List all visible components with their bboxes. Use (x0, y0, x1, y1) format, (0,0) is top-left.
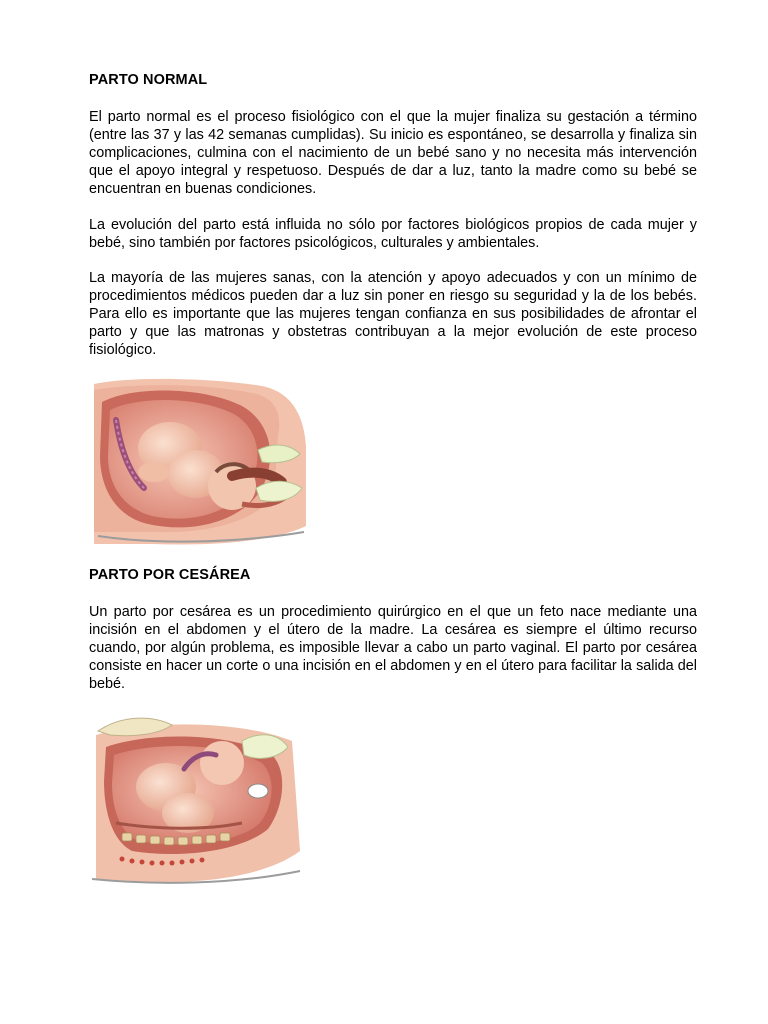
paragraph-cesarea-definition: Un parto por cesárea es un procedimiento quirúrgico en el que un feto nace mediante una incisión en el abdomen y el útero de la madre. La cesárea es siempre el último recurso cuando, por algún problema, es imposible llevar a cabo un parto vaginal. El parto por cesárea consiste en hacer un corte o una incisión en el abdomen y en el útero para facilitar la salida del bebé. (89, 604, 697, 692)
paragraph-parto-normal-care: La mayoría de las mujeres sanas, con la atención y apoyo adecuados y con un mínimo de procedimientos médicos pueden dar a luz sin poner en riesgo su seguridad y la de los bebés. Para ello es importante que las mujeres tengan confianza en sus posibilidades de afrontar el parto y que las matronas y obstetras contribuyan a la mejor evolución de este proceso fisiológico. (89, 270, 697, 358)
illustration-normal-birth (92, 376, 310, 550)
section-heading-parto-por-cesarea: PARTO POR CESÁREA (89, 567, 251, 583)
section-heading-parto-normal: PARTO NORMAL (89, 72, 208, 88)
paragraph-parto-normal-factors: La evolución del parto está influida no sólo por factores biológicos propios de cada mujer y bebé, sino también por factores psicológicos, culturales y ambientales. (89, 217, 697, 251)
illustration-caesarean-birth (92, 711, 304, 887)
paragraph-parto-normal-definition: El parto normal es el proceso fisiológico con el que la mujer finaliza su gestación a término (entre las 37 y las 42 semanas cumplidas). Su inicio es espontáneo, se desarrolla y finaliza sin complicaciones, culmina con el nacimiento de un bebé sano y no necesita más intervención que el apoyo integral y respetuoso. Después de dar a luz, tanto la madre como su bebé se encuentran en buenas condiciones. (89, 109, 697, 197)
